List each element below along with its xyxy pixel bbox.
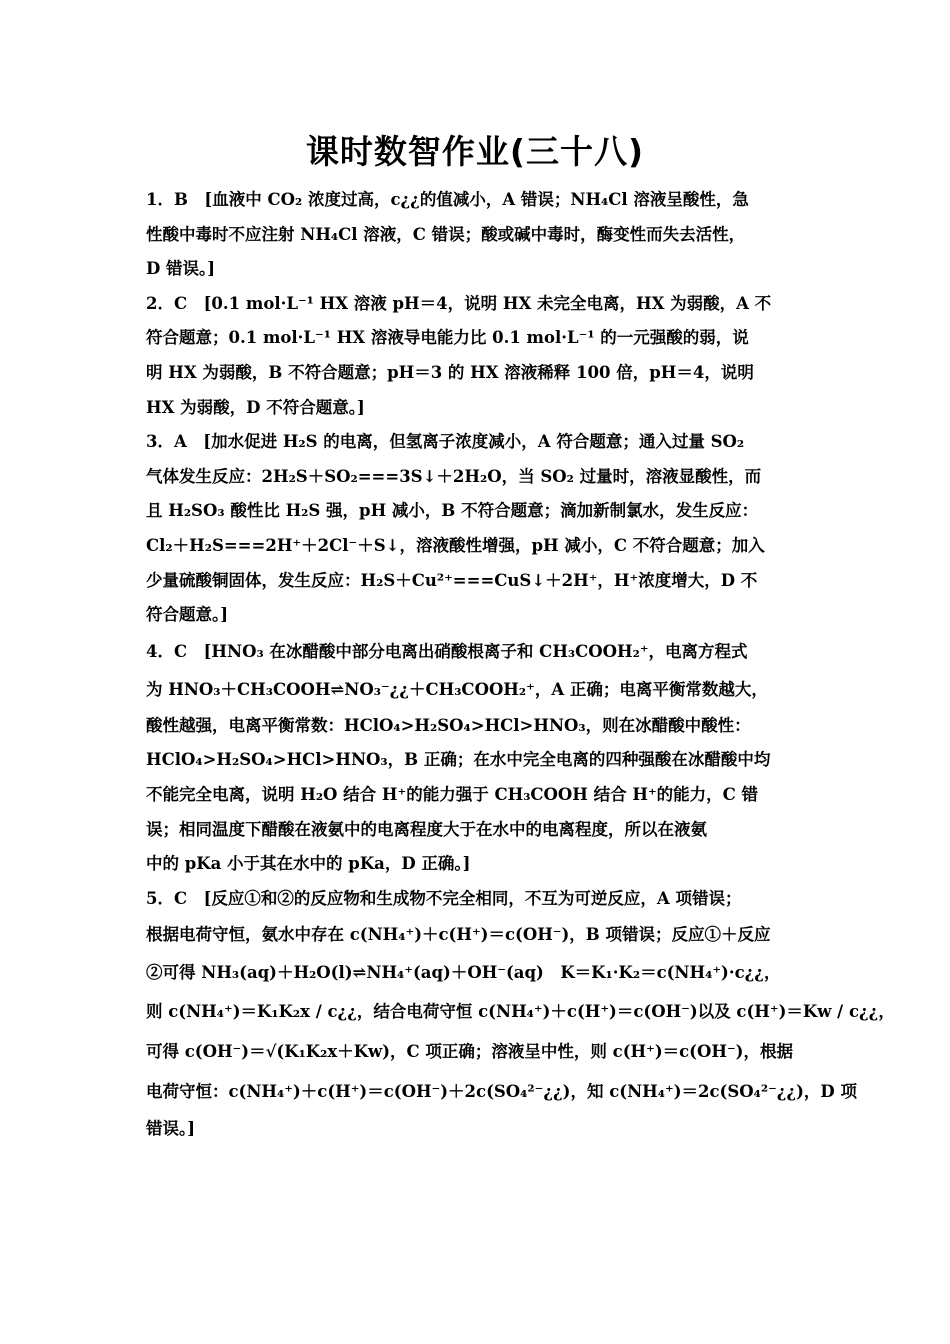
- answer-5-line-3: ②可得 NH₃(aq)＋H₂O(l)⇌NH₄⁺(aq)＋OH⁻(aq) K＝K₁·K₂＝c(NH₄⁺)·c¿¿，: [146, 963, 781, 983]
- answer-1-line-1: 1．B [血液中 CO₂ 浓度过高，c¿¿的值减小，A 错误；NH₄Cl 溶液呈酸性，急: [146, 190, 749, 209]
- answer-1: [146, 183, 811, 287]
- answer-5-line-7: 错误。]: [146, 1119, 196, 1139]
- answer-3: [146, 425, 811, 633]
- answer-5-line-6: 电荷守恒：c(NH₄⁺)＋c(H⁺)＝c(OH⁻)＋2c(SO₄²⁻¿¿)，知 c(NH₄⁺)＝2c(SO₄²⁻¿¿)，D 项: [146, 1082, 857, 1102]
- answer-4-line-2: 为 HNO₃＋CH₃COOH⇌NO₃⁻¿¿＋CH₃COOH₂⁺，A 正确；电离平衡常数越大，: [146, 679, 768, 699]
- answer-3-line-6: 符合题意。]: [146, 605, 229, 625]
- answer-4: [146, 633, 811, 882]
- answer-5-line-1: 5．C [反应①和②的反应物和生成物不完全相同，不互为可逆反应，A 项错误；: [146, 888, 742, 908]
- answer-2-line-4: HX 为弱酸，D 不符合题意。]: [146, 397, 365, 417]
- answer-5-line-5: 可得 c(OH⁻)＝√(K₁K₂x＋Kw)，C 项正确；溶液呈中性，则 c(H⁺)＝c(OH⁻)，根据: [146, 1042, 793, 1062]
- answer-3-line-4: Cl₂＋H₂S===2H⁺＋2Cl⁻＋S↓，溶液酸性增强，pH 减小，C 不符合题意；加入: [146, 535, 765, 555]
- answer-2-line-3: 明 HX 为弱酸，B 不符合题意；pH＝3 的 HX 溶液稀释 100 倍，pH＝4，说明: [146, 362, 754, 382]
- answer-5-line-4: 则 c(NH₄⁺)＝K₁K₂x / c¿¿，结合电荷守恒 c(NH₄⁺)＋c(H⁺)＝c(OH⁻)以及 c(H⁺)＝Kw / c¿¿，: [146, 1002, 895, 1022]
- answer-4-line-1: 4．C [HNO₃ 在冰醋酸中部分电离出硝酸根离子和 CH₃COOH₂⁺，电离方程式: [146, 641, 748, 661]
- answer-1-line-3: D 错误。]: [146, 259, 216, 279]
- answer-2: [146, 287, 811, 425]
- answer-2-line-1: 2．C [0.1 mol·L⁻¹ HX 溶液 pH＝4，说明 HX 未完全电离，HX 为弱酸，A 不: [146, 293, 772, 313]
- page-title: 课时数智作业(三十八): [305, 132, 645, 171]
- answer-4-line-6: 误；相同温度下醋酸在液氨中的电离程度大于在水中的电离程度，所以在液氨: [146, 819, 707, 839]
- answer-5-line-2: 根据电荷守恒，氨水中存在 c(NH₄⁺)＋c(H⁺)＝c(OH⁻)，B 项错误；反应①＋反应: [146, 925, 771, 945]
- answer-body: [146, 183, 895, 1147]
- answer-3-line-1: 3．A [加水促进 H₂S 的电离，但氢离子浓度减小，A 符合题意；通入过量 SO₂: [146, 432, 745, 452]
- answer-4-line-4: HClO₄>H₂SO₄>HCl>HNO₃，B 正确；在水中完全电离的四种强酸在冰醋酸中均: [146, 750, 771, 770]
- answer-4-line-5: 不能完全电离，说明 H₂O 结合 H⁺的能力强于 CH₃COOH 结合 H⁺的能力，C 错: [146, 784, 759, 804]
- answer-3-line-3: 且 H₂SO₃ 酸性比 H₂S 强，pH 减小，B 不符合题意；滴加新制氯水，发生反应：: [146, 501, 759, 521]
- answer-3-line-2: 气体发生反应：2H₂S＋SO₂===3S↓＋2H₂O，当 SO₂ 过量时，溶液显酸性，而: [146, 466, 762, 486]
- answer-4-line-3: 酸性越强，电离平衡常数：HClO₄>H₂SO₄>HCl>HNO₃，则在冰醋酸中酸性：: [146, 715, 751, 735]
- answer-4-line-7: 中的 pKa 小于其在水中的 pKa，D 正确。]: [146, 854, 471, 874]
- answer-2-line-2: 符合题意；0.1 mol·L⁻¹ HX 溶液导电能力比 0.1 mol·L⁻¹ 的一元强酸的弱，说: [146, 328, 749, 348]
- answer-5: [146, 882, 895, 1147]
- answer-3-line-5: 少量硫酸铜固体，发生反应：H₂S＋Cu²⁺===CuS↓＋2H⁺，H⁺浓度增大，D 不: [146, 570, 758, 590]
- answer-1-line-2: 性酸中毒时不应注射 NH₄Cl 溶液，C 错误；酸或碱中毒时，酶变性而失去活性，: [146, 224, 746, 244]
